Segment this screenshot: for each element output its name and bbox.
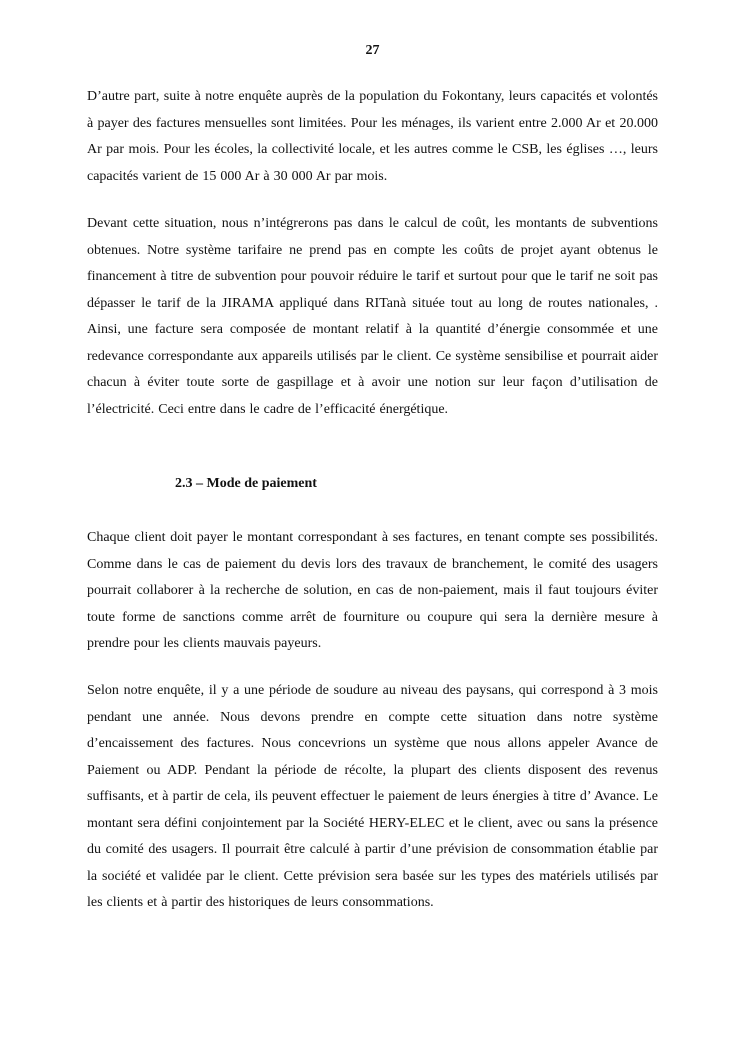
paragraph-advance-payment: Selon notre enquête, il y a une période de soudure au niveau des paysans, qui correspond à 3 mois pendant une année. Nous devons prendre en compte cette situation dans notre système d’encaissement des factures. Nous concevrions un système que nous allons appeler Avance de Paiement ou ADP. Pendant la période de récolte, la plupart des clients disposent des revenus suffisants, et à partir de cela, ils peuvent effectuer le paiement de leurs énergies à titre d’ Avance. Le montant sera défini conjointement par la Société HERY-ELEC et le client, avec ou sans la présence du comité des usagers. Il pourrait être calculé à partir d’une prévision de consommation établie par la société et validée par le client. Cette prévision sera basée sur les types des matériels utilisés par les clients et à partir des historiques de leurs consommations. <box>87 683 658 910</box>
page-number: 27 <box>365 43 380 58</box>
section-heading: 2.3 – Mode de paiement <box>175 476 317 491</box>
paragraph-tariff-system: Devant cette situation, nous n’intégrerons pas dans le calcul de coût, les montants de subventions obtenues. Notre système tarifaire ne prend pas en compte les coûts de projet ayant obtenus le financement à titre de subvention pour pouvoir réduire le tarif et surtout pour que le tarif ne soit pas dépasser le tarif de la JIRAMA appliqué dans RITanà située tout au long de routes nationales, . Ainsi, une facture sera composée de montant relatif à la quantité d’énergie consommée et une redevance correspondante aux appareils utilisés par le client. Ce système sensibilise et pourrait aider chacun à éviter toute sorte de gaspillage et à avoir une notion sur leur façon d’utilisation de l’électricité. Ceci entre dans le cadre de l’efficacité énergétique. <box>87 216 658 417</box>
paragraph-capacity-to-pay: D’autre part, suite à notre enquête auprès de la population du Fokontany, leurs capacités et volontés à payer des factures mensuelles sont limitées. Pour les ménages, ils varient entre 2.000 Ar et 20.000 Ar par mois. Pour les écoles, la collectivité locale, et les autres comme le CSB, les églises …, leurs capacités varient de 15 000 Ar à 30 000 Ar par mois. <box>87 89 658 184</box>
paragraph-payment-obligations: Chaque client doit payer le montant correspondant à ses factures, en tenant compte ses possibilités. Comme dans le cas de paiement du devis lors des travaux de branchement, le comité des usagers pourrait collaborer à la recherche de solution, en cas de non-paiement, mais il faut toujours éviter toute forme de sanctions comme arrêt de fourniture ou coupure qui sera la dernière mesure à prendre pour les clients mauvais payeurs. <box>87 530 658 651</box>
